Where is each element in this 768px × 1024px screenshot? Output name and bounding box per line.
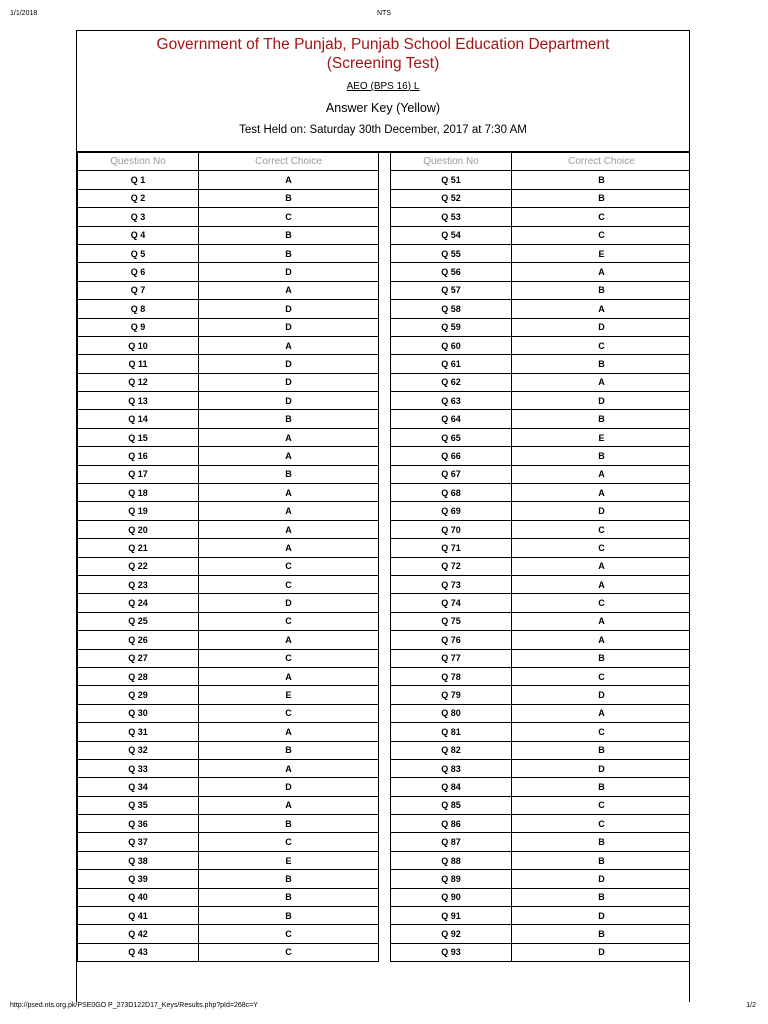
correct-choice: A [512, 557, 691, 575]
column-gap [379, 244, 391, 262]
correct-choice: D [199, 392, 379, 410]
table-row [78, 520, 691, 538]
answer-key-title: Answer Key (Yellow) [325, 101, 441, 115]
question-number: Q 87 [391, 833, 512, 851]
correct-choice: A [199, 759, 379, 777]
column-gap [379, 410, 391, 428]
column-gap [379, 741, 391, 759]
question-number: Q 73 [391, 575, 512, 593]
column-gap [379, 447, 391, 465]
table-row [78, 484, 691, 502]
correct-choice: D [199, 594, 379, 612]
table-row [78, 759, 691, 777]
column-gap [379, 171, 391, 189]
print-date: 1/1/2018 [10, 10, 38, 17]
correct-choice: B [512, 851, 691, 869]
table-row [78, 833, 691, 851]
question-number: Q 59 [391, 318, 512, 336]
question-number: Q 17 [78, 465, 199, 483]
correct-choice: B [512, 925, 691, 943]
column-gap [379, 318, 391, 336]
table-row [78, 815, 691, 833]
correct-choice: B [199, 815, 379, 833]
question-number: Q 34 [78, 778, 199, 796]
question-number: Q 82 [391, 741, 512, 759]
question-number: Q 11 [78, 355, 199, 373]
column-gap [379, 502, 391, 520]
question-number: Q 38 [78, 851, 199, 869]
correct-choice: C [512, 226, 691, 244]
post-title: AEO (BPS 16) L [346, 81, 420, 92]
column-gap [379, 263, 391, 281]
table-row [78, 355, 691, 373]
question-number: Q 41 [78, 907, 199, 925]
column-gap [379, 557, 391, 575]
question-number: Q 72 [391, 557, 512, 575]
question-number: Q 60 [391, 336, 512, 354]
question-number: Q 37 [78, 833, 199, 851]
question-number: Q 66 [391, 447, 512, 465]
table-row [78, 851, 691, 869]
question-number: Q 31 [78, 723, 199, 741]
correct-choice: A [512, 465, 691, 483]
correct-choice: C [199, 208, 379, 226]
correct-choice: C [512, 723, 691, 741]
question-number: Q 4 [78, 226, 199, 244]
correct-choice: E [199, 851, 379, 869]
question-number: Q 22 [78, 557, 199, 575]
column-gap [379, 484, 391, 502]
correct-choice: D [512, 907, 691, 925]
correct-choice: C [199, 704, 379, 722]
table-row [78, 704, 691, 722]
question-number: Q 2 [78, 189, 199, 207]
question-number: Q 51 [391, 171, 512, 189]
question-number: Q 39 [78, 870, 199, 888]
correct-choice: D [512, 502, 691, 520]
column-gap [379, 539, 391, 557]
table-row [78, 171, 691, 189]
question-number: Q 32 [78, 741, 199, 759]
column-gap [379, 870, 391, 888]
correct-choice: C [199, 575, 379, 593]
correct-choice: A [199, 539, 379, 557]
question-number: Q 68 [391, 484, 512, 502]
correct-choice: C [199, 943, 379, 961]
correct-choice: C [512, 667, 691, 685]
correct-choice: A [512, 631, 691, 649]
correct-choice: B [512, 355, 691, 373]
question-number: Q 70 [391, 520, 512, 538]
question-number: Q 81 [391, 723, 512, 741]
question-number: Q 27 [78, 649, 199, 667]
column-gap [379, 153, 391, 171]
column-gap [379, 208, 391, 226]
table-row [78, 244, 691, 262]
column-header-question-left: Question No [78, 153, 199, 171]
column-gap [379, 631, 391, 649]
correct-choice: A [199, 484, 379, 502]
question-number: Q 91 [391, 907, 512, 925]
table-row [78, 263, 691, 281]
column-gap [379, 778, 391, 796]
question-number: Q 75 [391, 612, 512, 630]
question-number: Q 40 [78, 888, 199, 906]
correct-choice: C [512, 336, 691, 354]
footer-url: http://psed.nts.org.pk/PSE0GO P_273D122D17_Keys/Results.php?pId=268c=Y [10, 1002, 258, 1009]
correct-choice: D [199, 318, 379, 336]
correct-choice: B [199, 907, 379, 925]
column-gap [379, 925, 391, 943]
question-number: Q 5 [78, 244, 199, 262]
correct-choice: B [199, 226, 379, 244]
question-number: Q 76 [391, 631, 512, 649]
question-number: Q 25 [78, 612, 199, 630]
question-number: Q 8 [78, 300, 199, 318]
column-gap [379, 336, 391, 354]
correct-choice: D [512, 759, 691, 777]
correct-choice: B [512, 778, 691, 796]
question-number: Q 83 [391, 759, 512, 777]
table-row [78, 907, 691, 925]
question-number: Q 21 [78, 539, 199, 557]
correct-choice: A [199, 520, 379, 538]
column-gap [379, 189, 391, 207]
correct-choice: B [512, 447, 691, 465]
column-gap [379, 300, 391, 318]
table-row [78, 888, 691, 906]
correct-choice: A [512, 575, 691, 593]
correct-choice: C [199, 557, 379, 575]
table-header-row [78, 153, 691, 171]
column-gap [379, 612, 391, 630]
question-number: Q 80 [391, 704, 512, 722]
question-number: Q 43 [78, 943, 199, 961]
question-number: Q 69 [391, 502, 512, 520]
column-gap [379, 465, 391, 483]
table-row [78, 741, 691, 759]
question-number: Q 28 [78, 667, 199, 685]
column-gap [379, 667, 391, 685]
correct-choice: B [512, 189, 691, 207]
correct-choice: E [199, 686, 379, 704]
correct-choice: A [512, 373, 691, 391]
correct-choice: A [199, 796, 379, 814]
correct-choice: D [199, 300, 379, 318]
table-row [78, 189, 691, 207]
question-number: Q 9 [78, 318, 199, 336]
question-number: Q 10 [78, 336, 199, 354]
question-number: Q 88 [391, 851, 512, 869]
correct-choice: D [199, 373, 379, 391]
print-title: NTS [377, 10, 391, 17]
correct-choice: B [512, 888, 691, 906]
table-row [78, 447, 691, 465]
correct-choice: B [512, 410, 691, 428]
correct-choice: B [512, 281, 691, 299]
correct-choice: A [199, 502, 379, 520]
correct-choice: C [512, 594, 691, 612]
table-row [78, 631, 691, 649]
table-row [78, 318, 691, 336]
correct-choice: A [512, 300, 691, 318]
column-gap [379, 226, 391, 244]
question-number: Q 71 [391, 539, 512, 557]
column-header-question-right: Question No [391, 153, 512, 171]
table-row [78, 226, 691, 244]
column-gap [379, 392, 391, 410]
question-number: Q 14 [78, 410, 199, 428]
sheet-header [77, 31, 689, 152]
correct-choice: D [199, 778, 379, 796]
column-gap [379, 796, 391, 814]
answer-key-sheet [76, 30, 690, 1002]
question-number: Q 15 [78, 428, 199, 446]
question-number: Q 13 [78, 392, 199, 410]
column-gap [379, 723, 391, 741]
table-row [78, 943, 691, 961]
question-number: Q 12 [78, 373, 199, 391]
table-row [78, 870, 691, 888]
question-number: Q 65 [391, 428, 512, 446]
column-gap [379, 815, 391, 833]
column-gap [379, 686, 391, 704]
correct-choice: B [199, 870, 379, 888]
question-number: Q 24 [78, 594, 199, 612]
question-number: Q 42 [78, 925, 199, 943]
correct-choice: A [199, 428, 379, 446]
question-number: Q 79 [391, 686, 512, 704]
org-title-line1: Government of The Punjab, Punjab School Education Department [156, 36, 610, 53]
question-number: Q 18 [78, 484, 199, 502]
question-number: Q 30 [78, 704, 199, 722]
column-gap [379, 888, 391, 906]
correct-choice: C [512, 815, 691, 833]
column-gap [379, 759, 391, 777]
table-row [78, 336, 691, 354]
question-number: Q 74 [391, 594, 512, 612]
table-row [78, 373, 691, 391]
table-row [78, 723, 691, 741]
question-number: Q 77 [391, 649, 512, 667]
question-number: Q 84 [391, 778, 512, 796]
correct-choice: C [512, 796, 691, 814]
column-gap [379, 833, 391, 851]
correct-choice: A [199, 723, 379, 741]
question-number: Q 67 [391, 465, 512, 483]
correct-choice: E [512, 428, 691, 446]
correct-choice: A [199, 667, 379, 685]
correct-choice: A [199, 336, 379, 354]
question-number: Q 57 [391, 281, 512, 299]
table-row [78, 575, 691, 593]
correct-choice: C [512, 539, 691, 557]
column-header-choice-left: Correct Choice [199, 153, 379, 171]
correct-choice: A [199, 631, 379, 649]
correct-choice: B [199, 465, 379, 483]
question-number: Q 3 [78, 208, 199, 226]
table-row [78, 410, 691, 428]
question-number: Q 93 [391, 943, 512, 961]
correct-choice: E [512, 244, 691, 262]
correct-choice: D [512, 943, 691, 961]
table-row [78, 502, 691, 520]
table-row [78, 925, 691, 943]
table-row [78, 649, 691, 667]
correct-choice: A [199, 447, 379, 465]
question-number: Q 7 [78, 281, 199, 299]
table-body [78, 171, 691, 962]
column-header-choice-right: Correct Choice [512, 153, 691, 171]
table-row [78, 796, 691, 814]
question-number: Q 89 [391, 870, 512, 888]
org-title [77, 31, 689, 73]
correct-choice: A [512, 263, 691, 281]
question-number: Q 55 [391, 244, 512, 262]
table-row [78, 539, 691, 557]
column-gap [379, 355, 391, 373]
question-number: Q 78 [391, 667, 512, 685]
question-number: Q 54 [391, 226, 512, 244]
correct-choice: A [512, 612, 691, 630]
correct-choice: D [199, 355, 379, 373]
column-gap [379, 428, 391, 446]
correct-choice: C [512, 520, 691, 538]
question-number: Q 85 [391, 796, 512, 814]
correct-choice: A [199, 281, 379, 299]
correct-choice: D [512, 392, 691, 410]
question-number: Q 35 [78, 796, 199, 814]
correct-choice: B [199, 189, 379, 207]
column-gap [379, 520, 391, 538]
table-row [78, 686, 691, 704]
correct-choice: B [512, 171, 691, 189]
column-gap [379, 649, 391, 667]
correct-choice: C [199, 612, 379, 630]
correct-choice: D [512, 870, 691, 888]
table-row [78, 557, 691, 575]
answer-key-table [77, 152, 690, 962]
question-number: Q 58 [391, 300, 512, 318]
correct-choice: D [199, 263, 379, 281]
table-row [78, 778, 691, 796]
correct-choice: D [512, 318, 691, 336]
question-number: Q 23 [78, 575, 199, 593]
column-gap [379, 373, 391, 391]
question-number: Q 56 [391, 263, 512, 281]
column-gap [379, 594, 391, 612]
column-gap [379, 281, 391, 299]
correct-choice: D [512, 686, 691, 704]
question-number: Q 1 [78, 171, 199, 189]
correct-choice: A [512, 704, 691, 722]
correct-choice: A [512, 484, 691, 502]
correct-choice: B [199, 741, 379, 759]
question-number: Q 19 [78, 502, 199, 520]
test-held-date: Test Held on: Saturday 30th December, 2017 at 7:30 AM [239, 124, 527, 136]
correct-choice: C [199, 925, 379, 943]
column-gap [379, 851, 391, 869]
table-row [78, 612, 691, 630]
question-number: Q 16 [78, 447, 199, 465]
question-number: Q 53 [391, 208, 512, 226]
question-number: Q 90 [391, 888, 512, 906]
question-number: Q 61 [391, 355, 512, 373]
correct-choice: B [199, 888, 379, 906]
correct-choice: A [199, 171, 379, 189]
correct-choice: C [199, 833, 379, 851]
column-gap [379, 575, 391, 593]
question-number: Q 52 [391, 189, 512, 207]
table-row [78, 667, 691, 685]
question-number: Q 33 [78, 759, 199, 777]
question-number: Q 36 [78, 815, 199, 833]
table-row [78, 594, 691, 612]
correct-choice: C [512, 208, 691, 226]
question-number: Q 86 [391, 815, 512, 833]
table-row [78, 428, 691, 446]
footer-page-number: 1/2 [746, 1002, 756, 1009]
correct-choice: C [199, 649, 379, 667]
column-gap [379, 704, 391, 722]
org-title-line2: (Screening Test) [326, 55, 440, 72]
question-number: Q 62 [391, 373, 512, 391]
correct-choice: B [512, 833, 691, 851]
question-number: Q 20 [78, 520, 199, 538]
column-gap [379, 907, 391, 925]
correct-choice: B [199, 244, 379, 262]
question-number: Q 64 [391, 410, 512, 428]
question-number: Q 63 [391, 392, 512, 410]
correct-choice: B [512, 741, 691, 759]
correct-choice: B [199, 410, 379, 428]
question-number: Q 29 [78, 686, 199, 704]
correct-choice: B [512, 649, 691, 667]
table-row [78, 208, 691, 226]
table-row [78, 300, 691, 318]
table-row [78, 281, 691, 299]
question-number: Q 26 [78, 631, 199, 649]
question-number: Q 92 [391, 925, 512, 943]
table-row [78, 392, 691, 410]
column-gap [379, 943, 391, 961]
question-number: Q 6 [78, 263, 199, 281]
table-row [78, 465, 691, 483]
